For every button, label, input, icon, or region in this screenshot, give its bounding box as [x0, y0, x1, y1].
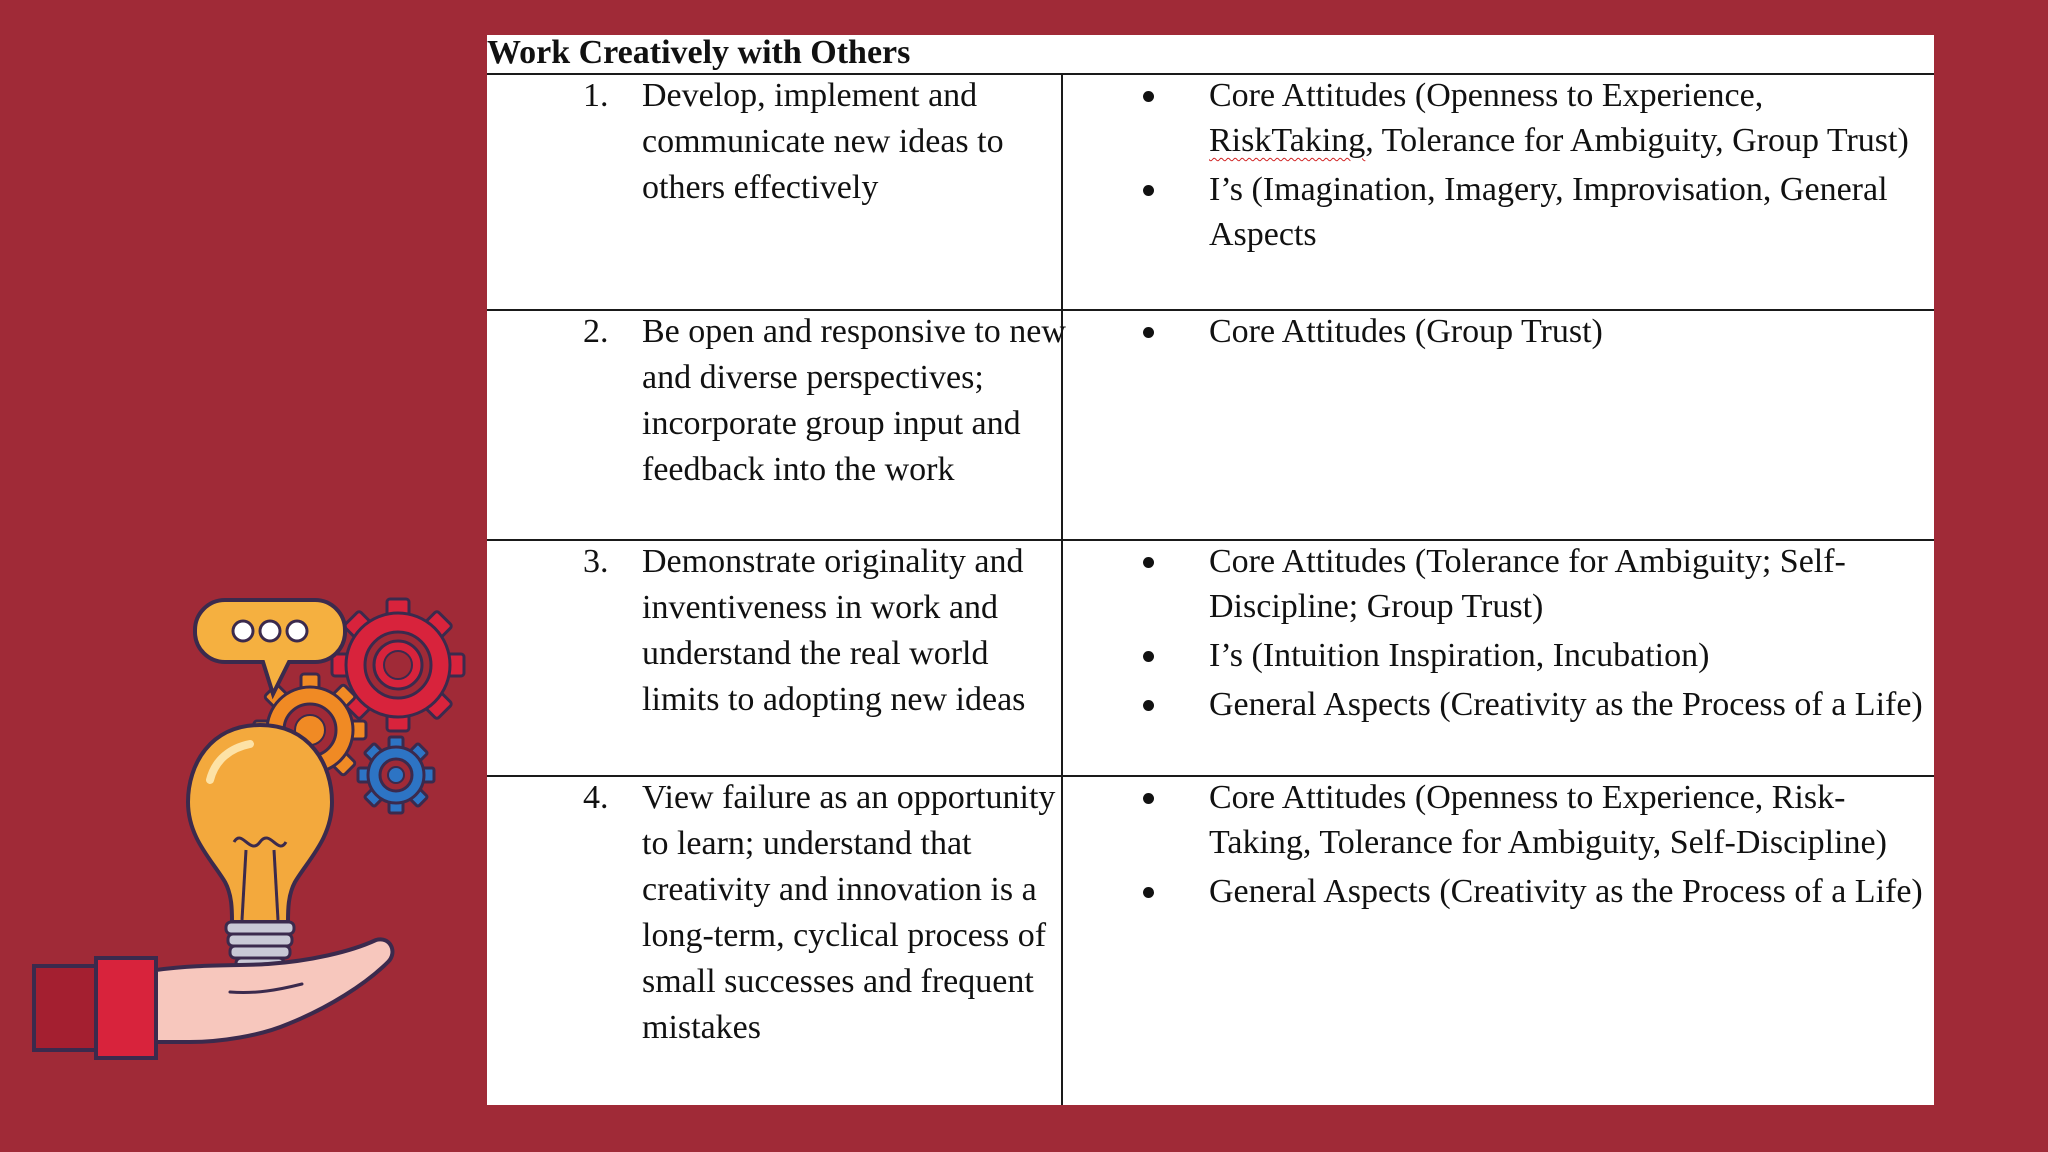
list-item: General Aspects (Creativity as the Process of a Life)	[1063, 682, 1923, 727]
idea-illustration	[20, 580, 480, 1070]
open-hand-icon	[34, 939, 392, 1058]
list-item: General Aspects (Creativity as the Process of a Life)	[1063, 869, 1923, 914]
row-number: 4.	[583, 779, 609, 816]
goal-text: Demonstrate originality and inventiveness in work and understand the real world limits to adopting new ideas	[642, 543, 1026, 718]
goal-text: View failure as an opportunity to learn; understand that creativity and innovation is a long-term, cyclical process of small successes and frequent mistakes	[642, 779, 1056, 1046]
row-number: 2.	[583, 313, 609, 350]
competency-table-document	[487, 35, 1934, 1105]
bullet-dot	[1143, 185, 1154, 196]
bullet-dot	[1143, 700, 1154, 711]
gear-large-icon	[332, 599, 464, 731]
row-number: 3.	[583, 543, 609, 580]
goal-text: Develop, implement and communicate new ideas to others effectively	[642, 77, 1004, 206]
spellcheck-flagged-word: RiskTaking	[1209, 122, 1366, 159]
attribute-list	[1063, 309, 1923, 358]
list-item: Core Attitudes (Openness to Experience, RiskTaking, Tolerance for Ambiguity, Group Trust)	[1063, 73, 1923, 163]
list-item: Core Attitudes (Tolerance for Ambiguity; Self-Discipline; Group Trust)	[1063, 539, 1923, 629]
gear-small-icon	[358, 737, 434, 813]
bullet-dot	[1143, 887, 1154, 898]
bullet-dot	[1143, 91, 1154, 102]
list-item: I’s (Intuition Inspiration, Incubation)	[1063, 633, 1923, 678]
bullet-dot	[1143, 651, 1154, 662]
bullet-dot	[1143, 793, 1154, 804]
list-item: Core Attitudes (Group Trust)	[1063, 309, 1923, 354]
competency-table	[487, 73, 1934, 1105]
bullet-dot	[1143, 557, 1154, 568]
speech-bubble-icon	[195, 600, 345, 694]
row-number: 1.	[583, 77, 609, 114]
attribute-list	[1063, 539, 1923, 731]
bullet-dot	[1143, 327, 1154, 338]
goal-text: Be open and responsive to new and diverse perspectives; incorporate group input and feedback into the work	[642, 313, 1066, 488]
attribute-list	[1063, 73, 1923, 261]
document-title: Work Creatively with Others	[487, 35, 911, 71]
idea-illustration-svg	[20, 580, 480, 1070]
lightbulb-icon	[188, 725, 332, 982]
attribute-list	[1063, 775, 1923, 918]
list-item: Core Attitudes (Openness to Experience, Risk-Taking, Tolerance for Ambiguity, Self-Discipline)	[1063, 775, 1923, 865]
list-item: I’s (Imagination, Imagery, Improvisation, General Aspects	[1063, 167, 1923, 257]
